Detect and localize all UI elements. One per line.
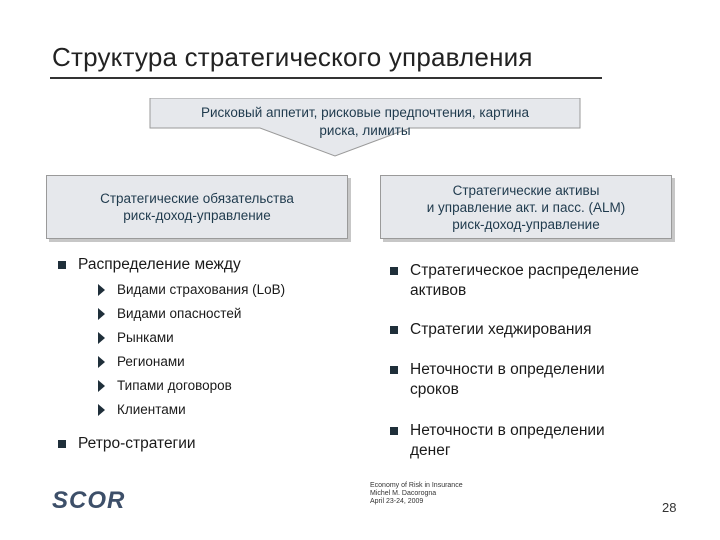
- scor-logo: SCOR: [52, 487, 126, 514]
- list-item: Стратегии хеджирования: [390, 320, 591, 340]
- sub-list-item: Типами договоров: [98, 378, 232, 394]
- sub-list-item: Регионами: [98, 354, 185, 370]
- risk-appetite-line1: Рисковый аппетит, рисковые предпочтения, картина: [200, 105, 530, 120]
- risk-appetite-line2: риска, лимиты: [319, 123, 411, 138]
- square-bullet-icon: [390, 326, 398, 334]
- right-header-line1: Стратегические активы: [452, 182, 600, 198]
- list-item: Распределение между: [58, 255, 241, 275]
- square-bullet-icon: [390, 366, 398, 374]
- strategic-assets-header: [380, 175, 672, 239]
- triangle-bullet-icon: [98, 308, 105, 320]
- square-bullet-icon: [390, 267, 398, 275]
- strategic-liabilities-header: [46, 175, 348, 239]
- triangle-bullet-icon: [98, 380, 105, 392]
- sub-list-item: Видами опасностей: [98, 306, 241, 322]
- triangle-bullet-icon: [98, 356, 105, 368]
- title-underline: [50, 77, 602, 79]
- list-item: Ретро-стратегии: [58, 434, 196, 454]
- left-header-line2: риск-доход-управление: [123, 208, 271, 223]
- right-header-line2: и управление акт. и пасс. (ALM): [426, 199, 626, 215]
- risk-appetite-text: [150, 98, 580, 146]
- list-item: Неточности в определении денег: [390, 421, 605, 461]
- triangle-bullet-icon: [98, 284, 105, 296]
- page-number: 28: [662, 500, 677, 515]
- sub-list-item: Рынками: [98, 330, 174, 346]
- sub-list-item: Видами страхования (LoB): [98, 282, 285, 298]
- footer-credits: Economy of Risk in Insurance Michel M. Dacorogna April 23-24, 2009: [370, 482, 463, 505]
- triangle-bullet-icon: [98, 332, 105, 344]
- sub-list-item: Клиентами: [98, 402, 186, 418]
- list-item: Стратегическое распределение активов: [390, 261, 639, 301]
- square-bullet-icon: [58, 261, 66, 269]
- triangle-bullet-icon: [98, 404, 105, 416]
- square-bullet-icon: [390, 427, 398, 435]
- left-header-line1: Стратегические обязательства: [100, 191, 294, 206]
- right-header-line3: риск-доход-управление: [452, 216, 600, 232]
- slide-title: Структура стратегического управления: [52, 42, 533, 72]
- square-bullet-icon: [58, 440, 66, 448]
- list-item: Неточности в определении сроков: [390, 360, 605, 400]
